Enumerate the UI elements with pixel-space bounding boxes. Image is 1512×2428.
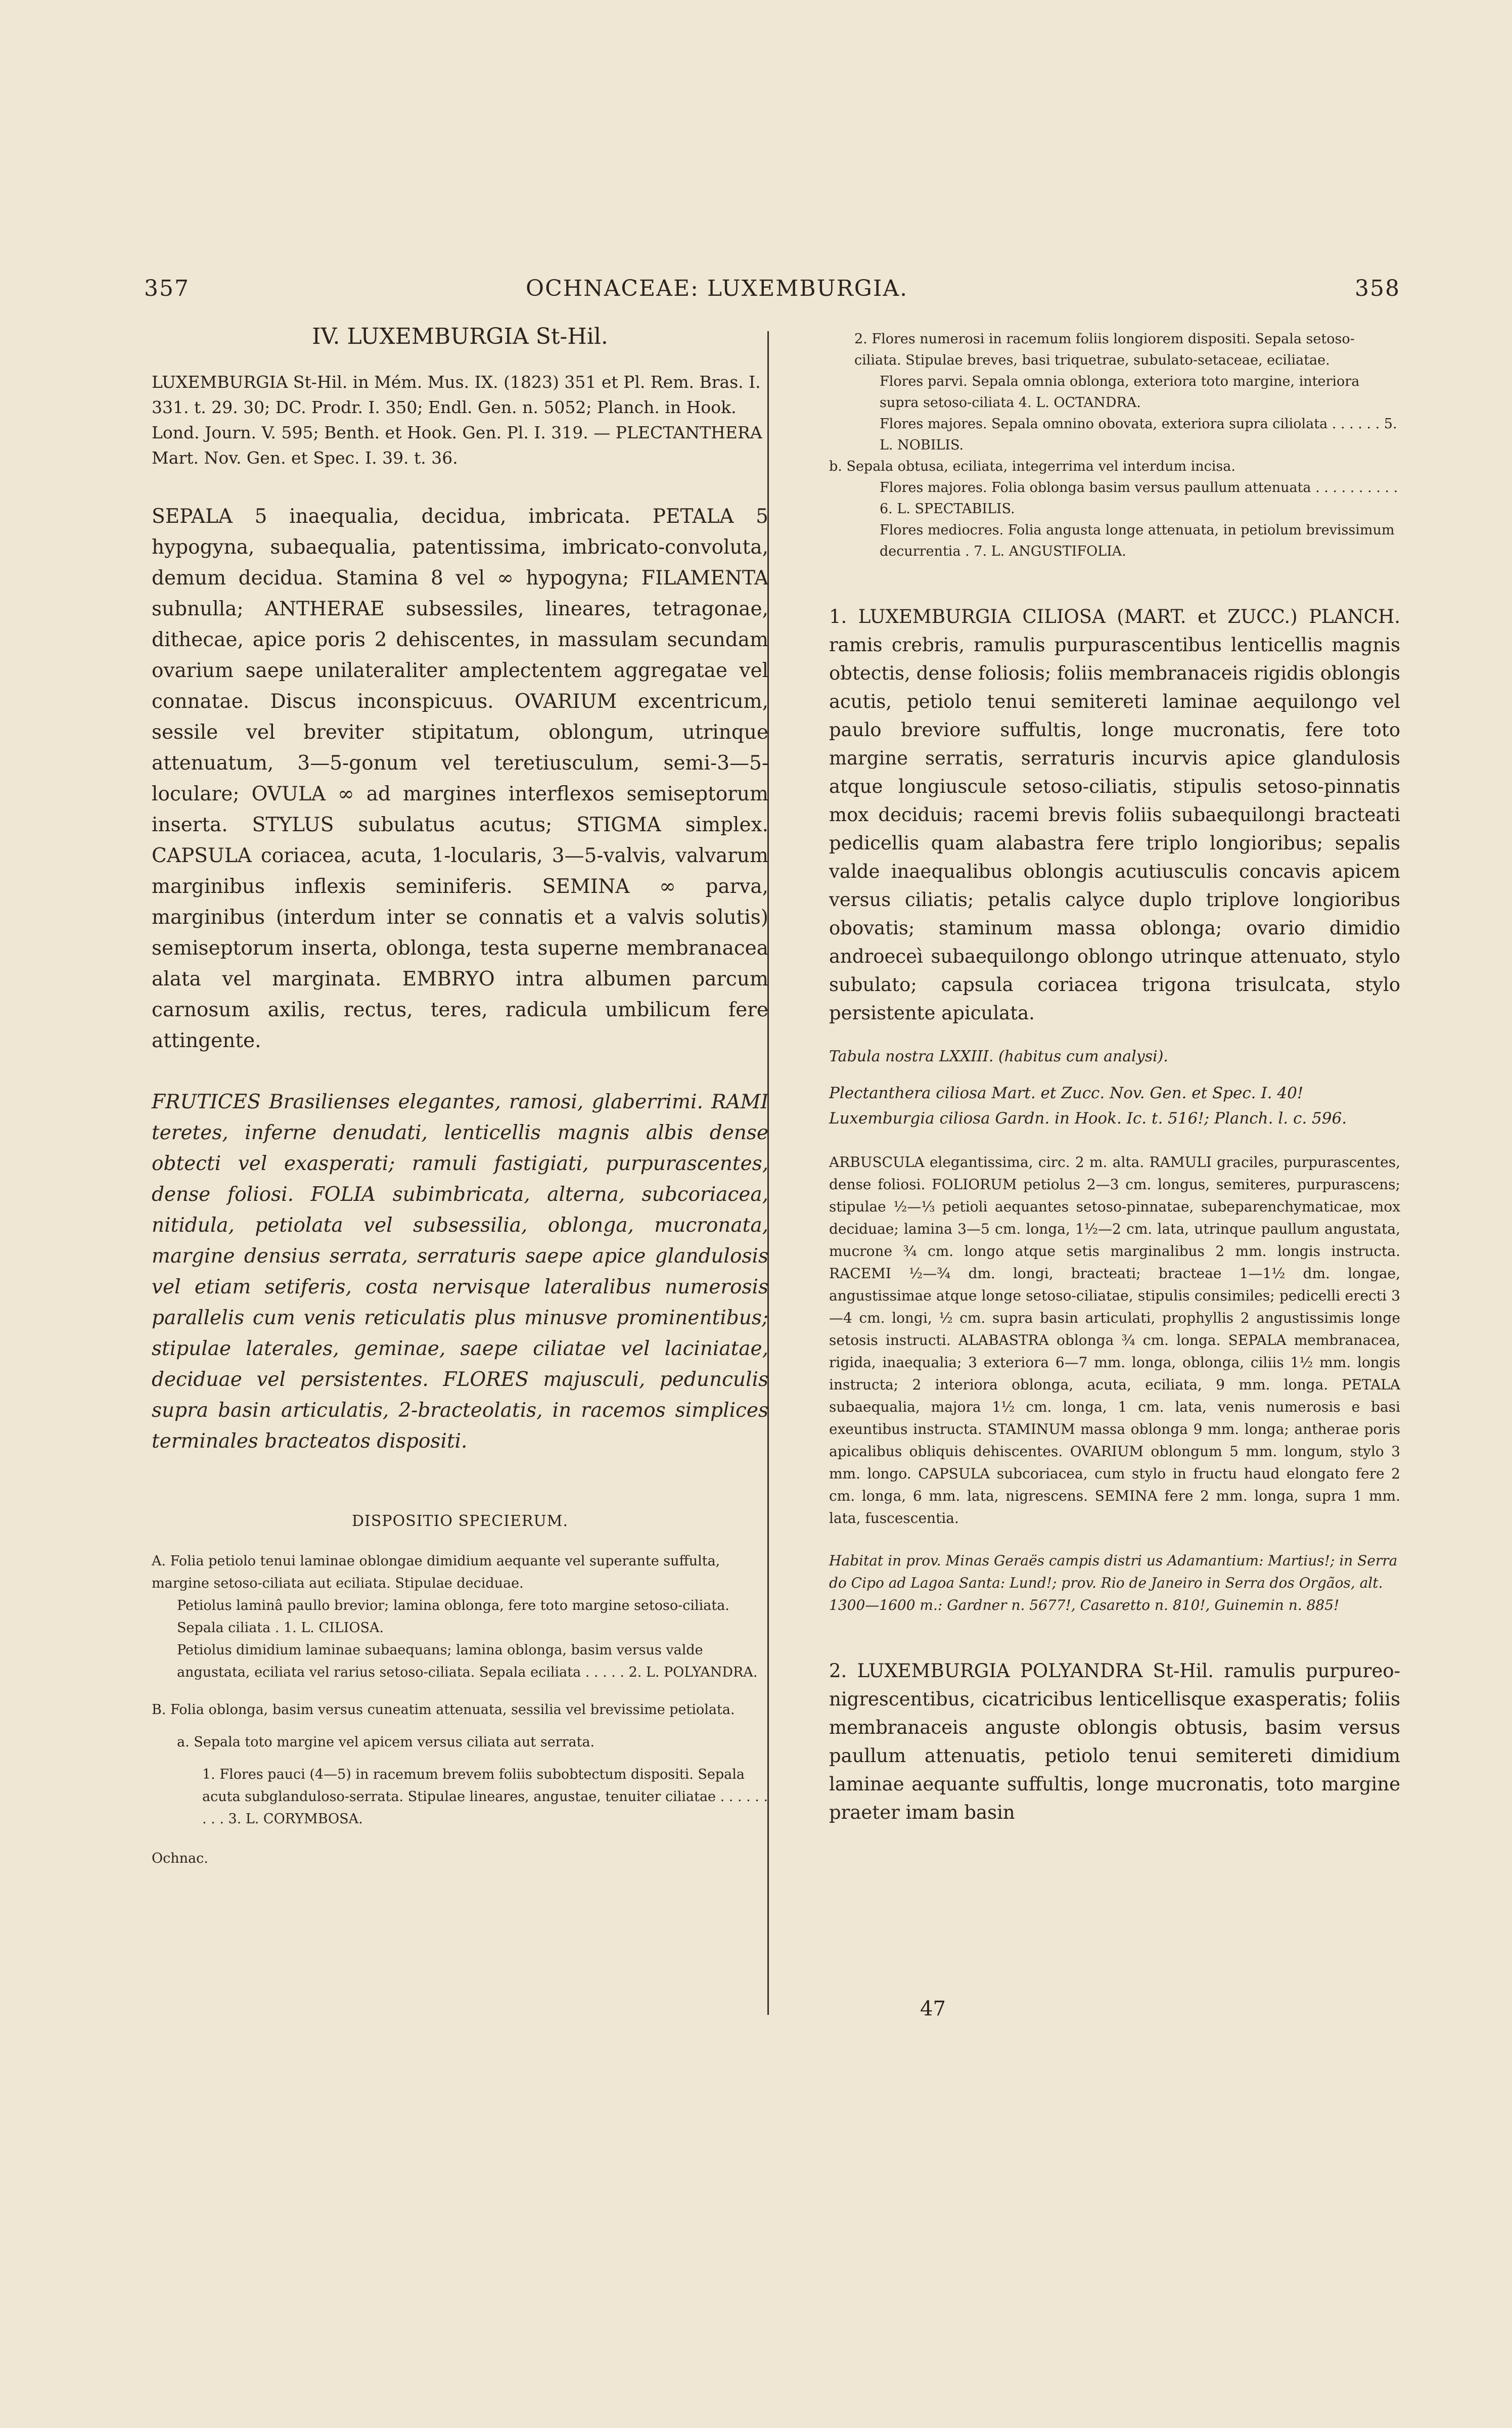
species-1-description: ARBUSCULA elegantissima, circ. 2 m. alta. RAMULI graciles, purpurascentes, dense foliosi. FOLIORUM petiolus 2—3 cm. longus, semiteres, purpurascens; stipulae ½—⅓ petioli aequantes setoso-pinnatae, subeparenchymaticae, mox deciduae; lamina 3—5 cm. longa, 1½—2 cm. lata, utrinque paullum angustata, mucrone ¾ cm. longo atque setis marginalibus 2 mm. longis instructa. RACEMI ½—¾ dm. longi, bracteati; bracteae 1—1½ dm. longae, angustissimae atque longe setoso-ciliatae, stipulis consimiles; pedicelli erecti 3—4 cm. longi, ½ cm. supra basin articulati, prophyllis 2 angustissimis longe setosis instructi. ALABASTRA oblonga ¾ cm. longa. SEPALA membranacea, rigida, inaequalia; 3 exteriora 6—7 mm. longa, oblonga, ciliis 1½ mm. longis instructa; 2 interiora oblonga, acuta, eciliata, 9 mm. longa. PETALA subaequalia, majora 1½ cm. longa, 1 cm. lata, venis numerosis e basi exeuntibus instructa. STAMINUM massa oblonga 9 mm. longa; antherae poris apicalibus obliquis dehiscentes. OVARIUM oblongum 5 mm. longum, stylo 3 mm. longo. CAPSULA subcoriacea, cum stylo in fructu haud elongato fere 2 cm. longa, 6 mm. lata, nigrescens. SEMINA fere 2 mm. longa, supra 1 mm. lata, fuscescentia. [829,1154,1400,1526]
key-title: DISPOSITIO SPECIERUM. [351,1512,569,1530]
species-1-habitat: Habitat in prov. Minas Geraës campis distri us Adamantium: Martius!; in Serra do Cipo ad Lagoa Santa: Lund!; prov. Rio de Janeiro in Serra dos Orgãos, alt. 1300—1600 m.: Gardner n. 5677!, Casaretto n. 810!, Guinemin n. 885! [829,1552,1398,1613]
key-lead: B. Folia oblonga, basim versus cuneatim attenuata, sessilia vel brevissime petiolata. [152,1702,735,1718]
key-lead: a. Sepala toto margine vel apicem versus ciliata aut serrata. [177,1734,595,1750]
species-1-diagnosis: 1. LUXEMBURGIA CILIOSA (MART. et ZUCC.) PLANCH. ramis crebris, ramulis purpurascentibus lenticellis magnis obtectis, dense foliosis; foliis membranaceis rigidis oblongis acutis, petiolo tenui semitereti laminae aequilongo vel paulo breviore suffultis, longe mucronatis, fere toto margine serratis, serraturis incurvis apice glandulosis atque longiuscule setoso-ciliatis, stipulis setoso-pinnatis mox deciduis; racemi brevis foliis subaequilongi bracteati pedicellis quam alabastra fere triplo longioribus; sepalis valde inaequalibus oblongis acutiusculis concavis apicem versus ciliatis; petalis calyce duplo triplove longioribus obovatis; staminum massa oblonga; ovario dimidio androeceì subaequilongo oblongo utrinque attenuato, stylo subulato; capsula coriacea trigona trisulcata, stylo persistente apiculata. [829,606,1400,1024]
running-title: OCHNACEAE: LUXEMBURGIA. [526,276,908,301]
reference: Luxemburgia ciliosa Gardn. in Hook. Ic. t. 516!; Planch. l. c. 596. [829,1109,1347,1128]
key-lead: b. Sepala obtusa, eciliata, integerrima vel interdum incisa. [829,459,1235,474]
key-lead: 2. Flores numerosi in racemum foliis longiorem dispositi. Sepala setoso-ciliata. Stipulae breves, basi triquetrae, subulato-setaceae, eciliatae. [854,331,1355,368]
genus-description: SEPALA 5 inaequalia, decidua, imbricata. PETALA 5 hypogyna, subaequalia, patentissima, imbricato-convoluta, demum decidua. Stamina 8 vel ∞ hypogyna; FILAMENTA subnulla; ANTHERAE subsessiles, lineares, tetragonae, dithecae, apice poris 2 dehiscentes, in massulam secundam ovarium saepe unilateraliter amplectentem aggregatae vel connatae. Discus inconspicuus. OVARIUM excentricum, sessile vel breviter stipitatum, oblongum, utrinque attenuatum, 3—5-gonum vel teretiusculum, semi-3—5-loculare; OVULA ∞ ad margines interflexos semiseptorum inserta. STYLUS subulatus acutus; STIGMA simplex. CAPSULA coriacea, acuta, 1-locularis, 3—5-valvis, valvarum marginibus inflexis seminiferis. SEMINA ∞ parva, marginibus (interdum inter se connatis et a valvis solutis) semiseptorum inserta, oblonga, testa superne membranacea alata vel marginata. EMBRYO intra albumen parcum carnosum axilis, rectus, teres, radicula umbilicum fere attingente. [152,505,768,1052]
key-lead: Petiolus dimidium laminae subaequans; lamina oblonga, basim versus valde angustata, eciliata vel rarius setoso-ciliata. Sepala eciliata . . . . . 2. L. POLYANDRA. [177,1642,758,1680]
left-column [152,324,768,1866]
plate-reference: Tabula nostra LXXIII. (habitus cum analysi). [829,1048,1168,1065]
reference: Plectanthera ciliosa Mart. et Zucc. Nov. Gen. et Spec. I. 40! [829,1084,1304,1102]
key-lead: Flores majores. Sepala omnino obovata, exteriora supra ciliolata . . . . . . 5. L. NOBILIS. [880,416,1397,453]
genus-title: IV. LUXEMBURGIA St-Hil. [312,324,608,349]
species-key-continued [829,329,1400,562]
synonymy: LUXEMBURGIA St-Hil. in Mém. Mus. IX. (1823) 351 et Pl. Rem. Bras. I. 331. t. 29. 30; DC. Prodr. I. 350; Endl. Gen. n. 5052; Planch. in Hook. Lond. Journ. V. 595; Benth. et Hook. Gen. Pl. I. 319. — PLECTANTHERA Mart. Nov. Gen. et Spec. I. 39. t. 36. [152,372,762,468]
right-page-number: 358 [1355,276,1400,301]
key-lead: Flores majores. Folia oblonga basim versus paullum attenuata . . . . . . . . . . 6. L. SPECTABILIS. [880,480,1398,517]
key-lead: A. Folia petiolo tenui laminae oblongae dimidium aequante vel superante suffulta, margine setoso-ciliata aut eciliata. Stipulae deciduae. [152,1553,720,1591]
key-lead: Petiolus laminâ paullo brevior; lamina oblonga, fere toto margine setoso-ciliata. Sepala ciliata . 1. L. CILIOSA. [177,1598,729,1636]
species-2-diagnosis: 2. LUXEMBURGIA POLYANDRA St-Hil. ramulis purpureo-nigrescentibus, cicatricibus lenticellisque exasperatis; foliis membranaceis anguste oblongis obtusis, basim versus paullum attenuatis, petiolo tenui semitereti dimidium laminae aequante suffultis, longe mucronatis, toto margine praeter imam basin [829,1660,1400,1823]
right-column [829,329,1400,1827]
key-lead: 1. Flores pauci (4—5) in racemum brevem foliis subobtectum dispositi. Sepala acuta subglanduloso-serrata. Stipulae lineares, angustae, tenuiter ciliatae . . . . . . . . . 3. L. CORYMBOSA. [202,1767,768,1827]
left-page-number: 357 [144,276,190,301]
sheet-number: 47 [920,1997,946,2020]
key-lead: Flores mediocres. Folia angusta longe attenuata, in petiolum brevissimum decurrentia . 7. L. ANGUSTIFOLIA. [880,522,1395,559]
key-lead: Flores parvi. Sepala omnia oblonga, exteriora toto margine, interiora supra setoso-ciliata 4. L. OCTANDRA. [880,374,1360,411]
signature-mark: Ochnac. [152,1851,208,1866]
habit-description: FRUTICES Brasilienses elegantes, ramosi, glaberrimi. RAMI teretes, inferne denudati, lenticellis magnis albis dense obtecti vel exasperati; ramuli fastigiati, purpurascentes, dense foliosi. FOLIA subimbricata, alterna, subcoriacea, nitidula, petiolata vel subsessilia, oblonga, mucronata, margine densius serrata, serraturis saepe apice glandulosis vel etiam setiferis, costa nervisque lateralibus numerosis parallelis cum venis reticulatis plus minusve prominentibus; stipulae laterales, geminae, saepe ciliatae vel laciniatae, deciduae vel persistentes. FLORES majusculi, pedunculis supra basin articulatis, 2-bracteolatis, in racemos simplices terminales bracteatos dispositi. [152,1091,768,1453]
synonym-references [829,1081,1400,1131]
species-key [152,1550,768,1830]
